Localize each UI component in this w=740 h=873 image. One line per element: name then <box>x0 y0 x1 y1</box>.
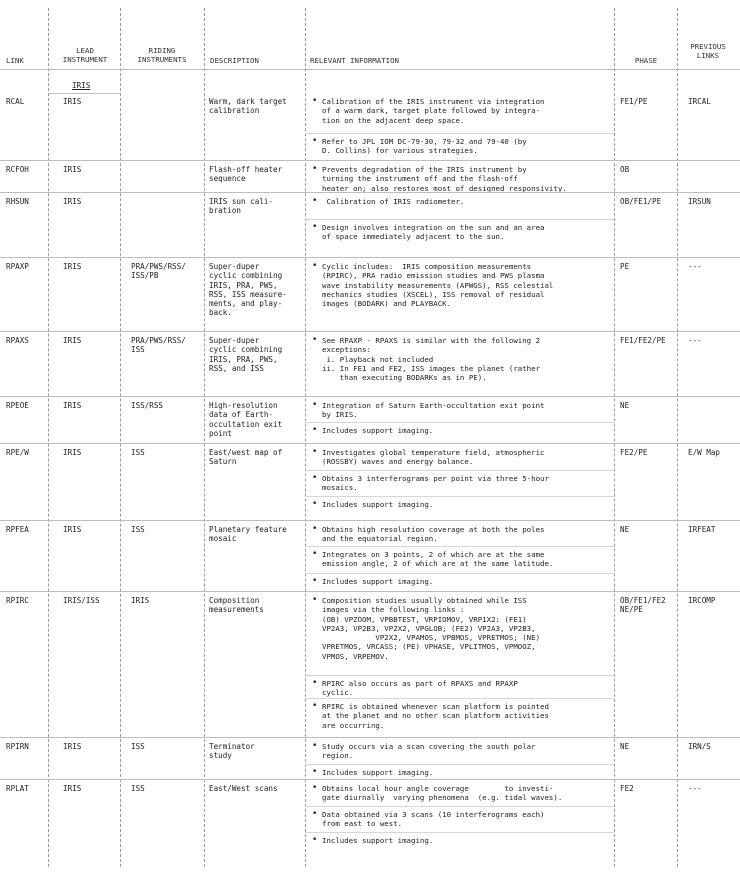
info-bullet: • Refer to JPL IOM DC-79-30, 79-32 and 79-40 (by D. Collins) for various strategies. <box>312 137 628 156</box>
row-description: Flash-off heater sequence <box>209 165 283 184</box>
info-bullet: • Obtains high resolution coverage at both the poles and the equatorial region. <box>312 525 628 544</box>
row-riding-instruments: PRA/PWS/RSS/ ISS <box>131 336 186 355</box>
row-lead-instrument: IRIS <box>63 97 82 106</box>
column-rule <box>120 8 121 867</box>
row-previous-links: --- <box>688 262 702 271</box>
info-divider <box>305 698 614 699</box>
row-divider <box>0 520 740 521</box>
row-previous-links: IRFEAT <box>688 525 716 534</box>
row-divider <box>0 737 740 738</box>
info-divider <box>305 546 614 547</box>
row-riding-instruments: ISS <box>131 742 145 751</box>
header-previous-links: PREVIOUS LINKS <box>690 42 726 60</box>
row-phase: OB/FE1/PE <box>620 197 662 206</box>
row-divider <box>0 779 740 780</box>
info-bullet: • Integration of Saturn Earth-occultation exit point by IRIS. <box>312 401 628 420</box>
row-description: High-resolution data of Earth- occultation exit point <box>209 401 283 438</box>
row-divider <box>0 192 740 193</box>
info-bullet: • Includes support imaging. <box>312 768 628 777</box>
info-bullet: • Obtains 3 interferograms per point via three 5-hour mosaics. <box>312 474 628 493</box>
row-phase: FE2 <box>620 784 634 793</box>
row-link: RPEOE <box>6 401 29 410</box>
row-lead-instrument: IRIS/ISS <box>63 596 100 605</box>
section-divider <box>48 93 120 94</box>
info-divider <box>305 496 614 497</box>
row-phase: FE2/PE <box>620 448 648 457</box>
header-lead-instrument: LEAD INSTRUMENT <box>62 46 108 64</box>
row-link: RPFEA <box>6 525 29 534</box>
info-bullet: • RPIRC is obtained whenever scan platform is pointed at the planet and no other scan platform activities are occurring. <box>312 702 628 730</box>
info-bullet: • Includes support imaging. <box>312 426 628 435</box>
row-previous-links: --- <box>688 336 702 345</box>
info-divider <box>305 806 614 807</box>
row-phase: OB/FE1/FE2 NE/PE <box>620 596 666 615</box>
row-link: RPLAT <box>6 784 29 793</box>
header-link: LINK <box>6 56 24 65</box>
info-divider <box>305 133 614 134</box>
row-lead-instrument: IRIS <box>63 742 82 751</box>
row-phase: FE1/PE <box>620 97 648 106</box>
info-bullet: • See RPAXP - RPAXS is similar with the following 2 exceptions: i. Playback not included ii. In FE1 and FE2, ISS images the planet (rather than executing BODARKs as in PE). <box>312 336 628 382</box>
info-divider <box>305 764 614 765</box>
row-riding-instruments: ISS <box>131 525 145 534</box>
info-bullet: • Data obtained via 3 scans (10 interferograms each) from east to west. <box>312 810 628 829</box>
row-phase: PE <box>620 262 630 271</box>
row-lead-instrument: IRIS <box>63 336 82 345</box>
row-riding-instruments: ISS <box>131 784 145 793</box>
row-link: RCAL <box>6 97 25 106</box>
info-bullet: • Obtains local hour angle coverage to investi- gate diurnally varying phenomena (e.g. tidal waves). <box>312 784 628 803</box>
info-bullet: • Includes support imaging. <box>312 836 628 845</box>
row-lead-instrument: IRIS <box>63 401 82 410</box>
info-bullet: • Integrates on 3 points, 2 of which are at the same emission angle, 2 of which are at the same latitude. <box>312 550 628 569</box>
header-riding-instruments: RIDING INSTRUMENTS <box>137 46 187 64</box>
row-lead-instrument: IRIS <box>63 262 82 271</box>
header-relevant-information: RELEVANT INFORMATION <box>310 56 399 65</box>
header-phase: PHASE <box>634 56 658 65</box>
info-bullet: • Study occurs via a scan covering the south polar region. <box>312 742 628 761</box>
column-rule <box>305 8 306 867</box>
row-previous-links: IRSUN <box>688 197 711 206</box>
info-divider <box>305 219 614 220</box>
row-link: RPAXS <box>6 336 29 345</box>
header-description: DESCRIPTION <box>210 56 259 65</box>
info-bullet: • Composition studies usually obtained while ISS images via the following links : (OB) VPZOOM, VPBBTEST, VRPIOMOV, VRP1X2: (FE1) VP2A3, VP2B3, VP2X2, VPGLOB; (FE2) VP2A3, VP2B3, VP2X2, VPAMOS, VPBMOS, VPRETMOS; (NE) VPRETMOS, VRCASS; (PE) VPHASE, VPLITMOS, VPMOOZ, VPMOS, VRPEMOV. <box>312 596 628 661</box>
row-lead-instrument: IRIS <box>63 784 82 793</box>
row-riding-instruments: ISS/RSS <box>131 401 164 410</box>
info-bullet: • Cyclic includes: IRIS composition measurements (RPIRC), PRA radio emission studies and PWS plasma wave instability measurements (APWGS), RSS celestial mechanics studies (XSCEL), ISS removal of residual images (BODARK) and PLAYBACK. <box>312 262 628 308</box>
info-bullet: • Prevents degradation of the IRIS instrument by turning the instrument off and the flash-off heater on; also restores most of designed responsivity. <box>312 165 628 193</box>
row-link: RPAXP <box>6 262 29 271</box>
info-divider <box>305 470 614 471</box>
row-previous-links: IRCOMP <box>688 596 716 605</box>
row-lead-instrument: IRIS <box>63 448 82 457</box>
row-phase: NE <box>620 525 630 534</box>
row-description: East/west map of Saturn <box>209 448 283 467</box>
row-divider <box>0 160 740 161</box>
info-bullet: • Investigates global temperature field, atmospheric (ROSSBY) waves and energy balance. <box>312 448 628 467</box>
row-description: Super-duper cyclic combining IRIS, PRA, PWS, RSS, and ISS <box>209 336 283 373</box>
row-link: RPIRN <box>6 742 29 751</box>
row-riding-instruments: ISS <box>131 448 145 457</box>
row-previous-links: E/W Map <box>688 448 721 457</box>
row-link: RPIRC <box>6 596 29 605</box>
info-bullet: • Design involves integration on the sun and an area of space immediately adjacent to the sun. <box>312 223 628 242</box>
info-divider <box>305 675 614 676</box>
row-phase: NE <box>620 401 630 410</box>
info-divider <box>305 573 614 574</box>
row-link: RCFOH <box>6 165 29 174</box>
header-divider <box>0 69 740 70</box>
row-description: Warm, dark target calibration <box>209 97 287 116</box>
column-rule <box>677 8 678 867</box>
row-lead-instrument: IRIS <box>63 197 82 206</box>
info-bullet: • Calibration of IRIS radiometer. <box>312 197 628 206</box>
row-link: RHSUN <box>6 197 29 206</box>
section-label: IRIS <box>72 81 91 90</box>
row-divider <box>0 257 740 258</box>
row-phase: NE <box>620 742 630 751</box>
row-description: Super-duper cyclic combining IRIS, PRA, PWS, RSS, ISS measure- ments, and play- back. <box>209 262 287 318</box>
row-lead-instrument: IRIS <box>63 525 82 534</box>
row-lead-instrument: IRIS <box>63 165 82 174</box>
row-previous-links: --- <box>688 784 702 793</box>
row-link: RPE/W <box>6 448 29 457</box>
row-description: IRIS sun cali- bration <box>209 197 274 216</box>
info-bullet: • Calibration of the IRIS instrument via integration of a warm dark, target plate followed by integra- tion on the adjacent deep space. <box>312 97 628 125</box>
row-previous-links: IRCAL <box>688 97 711 106</box>
row-divider <box>0 591 740 592</box>
info-bullet: • Includes support imaging. <box>312 577 628 586</box>
info-bullet: • RPIRC also occurs as part of RPAXS and RPAXP cyclic. <box>312 679 628 698</box>
column-rule <box>204 8 205 867</box>
row-description: East/West scans <box>209 784 278 793</box>
row-description: Planetary feature mosaic <box>209 525 287 544</box>
row-divider <box>0 396 740 397</box>
row-description: Composition measurements <box>209 596 264 615</box>
row-divider <box>0 443 740 444</box>
column-rule <box>48 8 49 867</box>
row-phase: FE1/FE2/PE <box>620 336 666 345</box>
row-riding-instruments: PRA/PWS/RSS/ ISS/PB <box>131 262 186 281</box>
row-divider <box>0 331 740 332</box>
row-previous-links: IRN/S <box>688 742 711 751</box>
row-phase: OB <box>620 165 630 174</box>
info-bullet: • Includes support imaging. <box>312 500 628 509</box>
row-riding-instruments: IRIS <box>131 596 150 605</box>
info-divider <box>305 422 614 423</box>
row-description: Terminator study <box>209 742 255 761</box>
info-divider <box>305 832 614 833</box>
